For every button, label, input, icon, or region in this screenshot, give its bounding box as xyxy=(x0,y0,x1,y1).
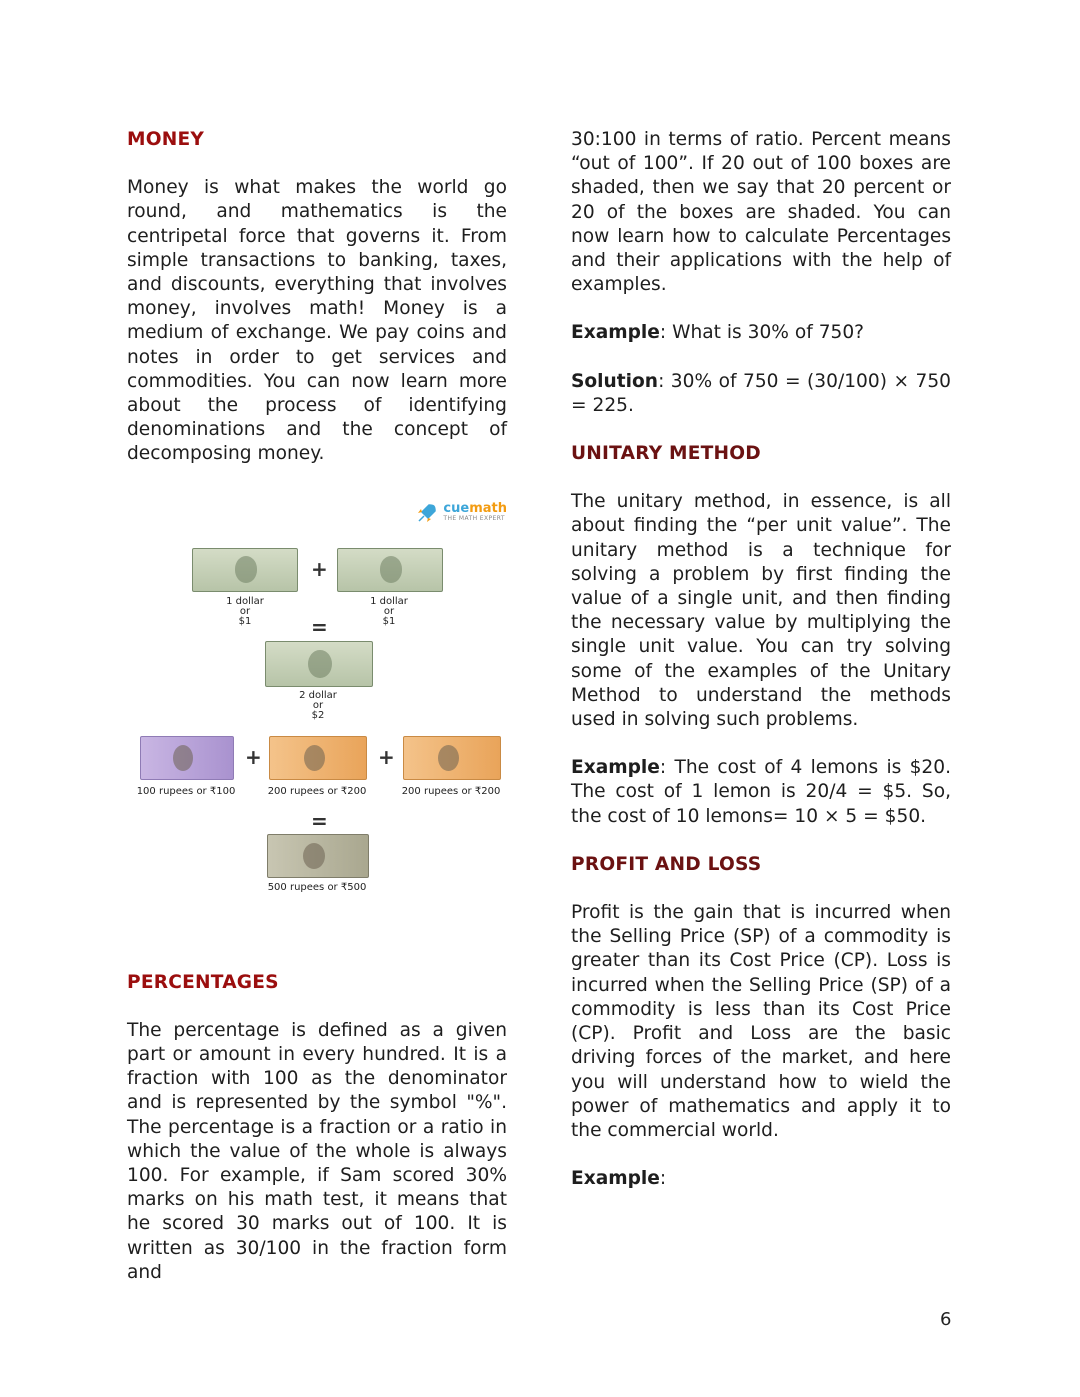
plus-sign: + xyxy=(378,744,395,769)
five-hundred-rupee-note xyxy=(267,834,369,878)
money-heading: MONEY xyxy=(127,129,205,150)
or-text: or xyxy=(239,605,251,617)
equals-sign: = xyxy=(311,808,328,833)
right-column xyxy=(571,128,951,1215)
one-dollar-note-1 xyxy=(192,548,298,592)
one-dollar-value: $1 xyxy=(238,615,252,627)
two-hundred-rupee-label-1: 200 rupees or ₹200 xyxy=(267,785,367,797)
two-hundred-rupee-label-2: 200 rupees or ₹200 xyxy=(401,785,501,797)
unitary-method-heading: UNITARY METHOD xyxy=(571,443,761,465)
percent-solution-text: : 30% of 750 = (30/100) × 750 = 225. xyxy=(571,370,951,416)
logo-brand-math: math xyxy=(469,501,507,517)
two-dollar-note xyxy=(265,641,373,687)
logo-tagline: THE MATH EXPERT xyxy=(443,515,505,523)
example-label: Example xyxy=(571,757,660,779)
rocket-icon xyxy=(415,501,439,525)
profit-and-loss-paragraph: Profit is the gain that is incurred when the Selling Price (SP) of a commodity is greater than its Cost Price (CP). Loss is incurred when the Selling Price (SP) of a commodity is less than its Cost Price (CP). Profit and Loss are the basic driving forces of the market, and here you will understand how to wield the power of mathematics and apply it to the commercial world. xyxy=(571,902,951,1141)
cuemath-logo xyxy=(415,501,507,525)
unitary-example xyxy=(571,756,951,829)
percent-solution xyxy=(571,370,951,418)
percentages-heading: PERCENTAGES xyxy=(127,971,279,993)
hundred-rupee-note xyxy=(140,736,234,780)
one-dollar-value: $1 xyxy=(382,615,396,627)
percentages-paragraph: The percentage is defined as a given part or amount in every hundred. It is a fraction with 100 as the denominator and is represented by the symbol "%". The percentage is a fraction or a ratio in which the value of the whole is always 100. For example, if Sam scored 30% marks on his math test, it means that he scored 30 marks out of 100. It is written as 30/100 in the fraction form and xyxy=(127,1019,507,1283)
or-text: or xyxy=(312,699,324,711)
percent-example xyxy=(571,321,951,345)
page-number: 6 xyxy=(940,1309,952,1330)
five-hundred-rupee-label: 500 rupees or ₹500 xyxy=(267,881,367,893)
percentages-continued-paragraph: 30:100 in terms of ratio. Percent means “out of 100”. If 20 out of 100 boxes are shaded, then we say that 20 percent or 20 of the boxes are shaded. You can now learn how to calculate Percentages and their applications with the help of examples. xyxy=(571,129,951,296)
one-dollar-name: 1 dollar xyxy=(370,595,408,607)
profit-and-loss-heading: PROFIT AND LOSS xyxy=(571,853,762,875)
one-dollar-label-2 xyxy=(359,597,419,627)
unitary-example-text: : The cost of 4 lemons is $20. The cost of 1 lemon is 20/4 = $5. So, the cost of 10 lemons= 10 × 5 = $50. xyxy=(571,757,951,827)
one-dollar-note-2 xyxy=(337,548,443,592)
unitary-method-paragraph: The unitary method, in essence, is all about finding the “per unit value”. The unitary method is a technique for solving a problem by first finding the value of a single unit, and then finding the necessary value by multiplying the single unit value. You can try solving some of the examples of the Unitary Method to understand the methods used in solving such problems. xyxy=(571,491,951,731)
plus-sign: + xyxy=(311,556,328,581)
two-dollar-name: 2 dollar xyxy=(299,689,337,701)
example-label: Example xyxy=(571,322,660,344)
left-column xyxy=(127,128,507,1309)
plus-sign: + xyxy=(245,744,262,769)
percent-example-text: : What is 30% of 750? xyxy=(659,322,865,344)
example-label: Example xyxy=(571,1168,660,1190)
logo-brand-cue: cue xyxy=(443,501,470,517)
one-dollar-name: 1 dollar xyxy=(226,595,264,607)
one-dollar-label-1 xyxy=(215,597,275,627)
two-dollar-label xyxy=(288,691,348,721)
profit-example-colon: : xyxy=(659,1168,667,1190)
hundred-rupee-label: 100 rupees or ₹100 xyxy=(136,785,236,797)
profit-example xyxy=(571,1167,951,1191)
two-hundred-rupee-note-2 xyxy=(403,736,501,780)
currency-figure xyxy=(127,491,517,901)
two-hundred-rupee-note-1 xyxy=(269,736,367,780)
solution-label: Solution xyxy=(571,370,659,392)
money-paragraph: Money is what makes the world go round, and mathematics is the centripetal force that governs it. From simple transactions to banking, taxes, and discounts, everything that involves money, involves math! Money is a medium of exchange. We pay coins and notes in order to get services and commodities. You can now learn more about the process of identifying denominations and the concept of decomposing money. xyxy=(127,177,507,465)
two-dollar-value: $2 xyxy=(311,709,325,721)
or-text: or xyxy=(383,605,395,617)
equals-sign: = xyxy=(311,614,328,639)
